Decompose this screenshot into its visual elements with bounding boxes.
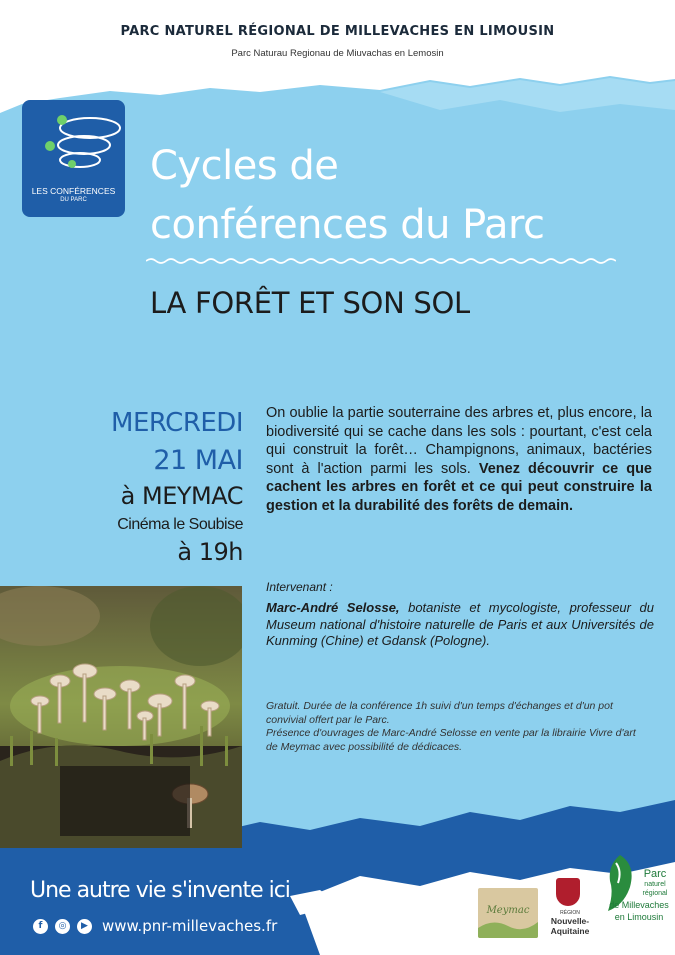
mushroom-photo: [0, 586, 242, 848]
logo-label-line1: LES CONFÉRENCES: [31, 186, 116, 196]
description-text: On oublie la partie souterraine des arbres et, plus encore, la biodiversité qui se cache dans les sols : pourtant, c'est cela qui construit la forêt… Champignons, animaux, bactéries sont à l'action parmi les sols.: [266, 405, 652, 477]
event-date: 21 MAI: [153, 445, 243, 476]
pnr-text-line1: Parc: [643, 868, 667, 880]
conference-topic: LA FORÊT ET SON SOL: [150, 286, 470, 320]
instagram-icon[interactable]: ◎: [55, 919, 70, 934]
speaker-details: [266, 600, 654, 650]
pnr-text-line2: naturel: [644, 881, 666, 888]
slogan: Une autre vie s'invente ici: [30, 878, 290, 903]
event-town: à MEYMAC: [120, 482, 243, 510]
logo-label-line2: DU PARC: [60, 197, 87, 203]
facebook-icon[interactable]: f: [33, 919, 48, 934]
nouvelle-aquitaine-shield-icon: [556, 878, 580, 906]
speaker-name: Marc-André Selosse,: [266, 600, 400, 615]
title-line2: conférences du Parc: [150, 202, 545, 248]
event-venue: Cinéma le Soubise: [117, 516, 243, 533]
info-line1: Gratuit. Durée de la conférence 1h suivi d'un temps d'échanges et d'un pot convivial offert par le Parc.: [266, 700, 613, 726]
park-name: PARC NATUREL RÉGIONAL DE MILLEVACHES EN LIMOUSIN: [120, 24, 555, 39]
description-highlight: Venez découvrir ce que cachent les arbres en forêt et ce qui peut construire la gestion et la durabilité des forêts de demain.: [266, 460, 652, 514]
speaker-label: Intervenant :: [266, 580, 333, 594]
spiral-icon: [22, 100, 125, 190]
practical-info: [266, 700, 650, 754]
info-line2: Présence d'ouvrages de Marc-André Selosse en vente par la librairie Vivre d'art de Meymac avec possibilité de dédicaces.: [266, 727, 636, 753]
park-name-occitan: Parc Naturau Regionau de Miuvachas en Lemosin: [231, 48, 444, 59]
pnr-text-line3: régional: [642, 890, 668, 897]
meymac-logo-text: Meymac: [486, 905, 530, 916]
pnr-text-line5: en Limousin: [614, 912, 664, 922]
wavy-divider: [146, 256, 616, 266]
na-name-line1: Nouvelle-: [550, 916, 590, 926]
website-link[interactable]: www.pnr-millevaches.fr: [102, 917, 278, 935]
na-name-line2: Aquitaine: [550, 926, 590, 936]
pnr-text-line4: de Millevaches: [609, 900, 669, 910]
event-day: MERCREDI: [111, 408, 243, 438]
na-region-label: RÉGION: [560, 910, 580, 916]
youtube-icon[interactable]: ▶: [77, 919, 92, 934]
speaker-bio: botaniste et mycologiste, professeur du Museum national d'histoire naturelle de Paris et aux Universités de Kunming (Chine) et Gdansk (Pologne).: [266, 600, 654, 648]
title-line1: Cycles de: [150, 143, 339, 189]
event-description: [266, 404, 652, 515]
event-time: à 19h: [177, 538, 243, 566]
